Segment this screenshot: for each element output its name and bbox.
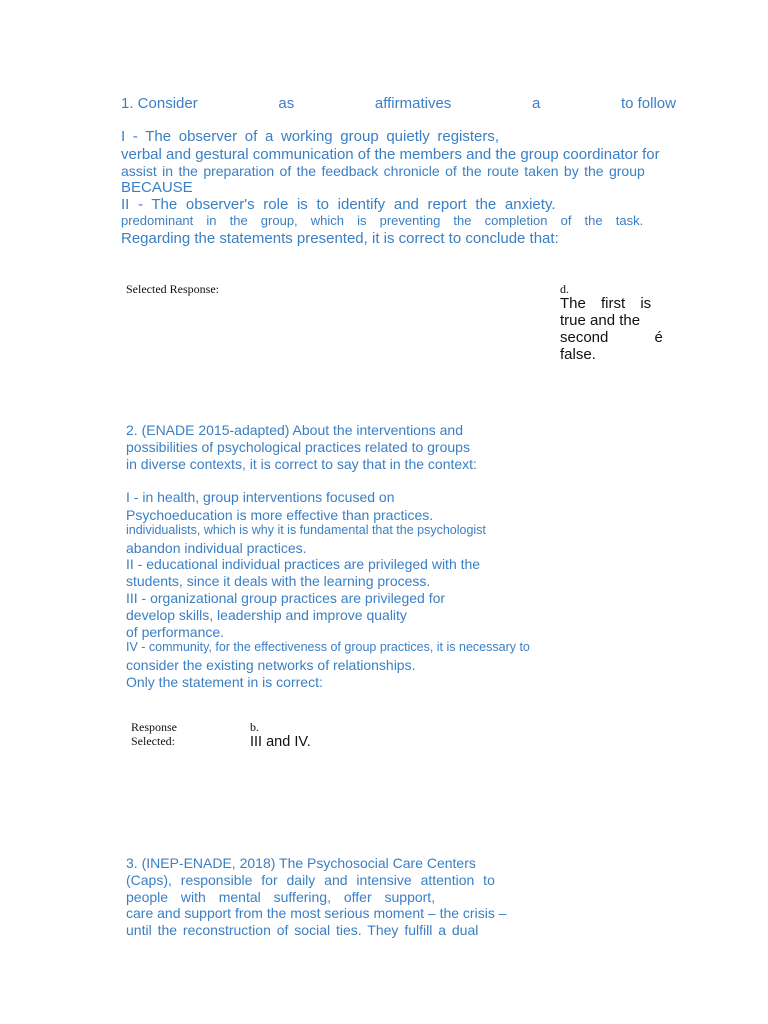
q2-response-label: Response bbox=[131, 720, 177, 734]
q1-statement-line: I - The observer of a working group quietly registers, bbox=[121, 128, 500, 145]
q2-text-line: Only the statement in is correct: bbox=[126, 674, 323, 690]
q1-answer-letter: d. bbox=[560, 282, 569, 296]
q3-text-line: until the reconstruction of social ties. They fulfill a dual bbox=[126, 922, 479, 938]
q3-text-line: care and support from the most serious moment – the crisis – bbox=[126, 905, 507, 921]
q2-text-line: II - educational individual practices are privileged with the bbox=[126, 556, 481, 572]
q1-heading-word: affirmatives bbox=[374, 95, 452, 112]
q2-text-line: develop skills, leadership and improve quality bbox=[126, 607, 407, 623]
q2-text-line: 2. (ENADE 2015-adapted) About the interventions and bbox=[126, 422, 463, 438]
q2-answer-letter: b. bbox=[250, 720, 259, 734]
q1-statement-line: II - The observer's role is to identify and report the anxiety. bbox=[121, 196, 556, 213]
q2-text-line: I - in health, group interventions focused on bbox=[126, 489, 395, 505]
q1-statement-line: Regarding the statements presented, it is correct to conclude that: bbox=[121, 230, 559, 247]
q3-text-line: 3. (INEP-ENADE, 2018) The Psychosocial Care Centers bbox=[126, 855, 476, 871]
q2-text-line: III - organizational group practices are privileged for bbox=[126, 590, 446, 606]
q1-heading-word: to follow bbox=[620, 95, 676, 112]
q2-text-line: possibilities of psychological practices related to groups bbox=[126, 439, 470, 455]
q2-text-line: IV - community, for the effectiveness of group practices, it is necessary to bbox=[126, 640, 530, 654]
q2-text-line: Psychoeducation is more effective than practices. bbox=[126, 507, 434, 523]
q1-heading-word: a bbox=[531, 95, 541, 112]
q2-text-line: consider the existing networks of relationships. bbox=[126, 657, 416, 673]
q3-text-line: people with mental suffering, offer support, bbox=[126, 889, 436, 905]
q2-text-line: individualists, which is why it is fundamental that the psychologist bbox=[126, 523, 486, 537]
q1-statement-line: predominant in the group, which is preventing the completion of the task. bbox=[121, 213, 644, 228]
q1-statement-line: assist in the preparation of the feedback chronicle of the route taken by the group bbox=[121, 163, 645, 179]
q2-answer-text: III and IV. bbox=[250, 734, 311, 750]
q1-statement-line: verbal and gestural communication of the members and the group coordinator for bbox=[121, 146, 660, 163]
q2-selected-label: Selected: bbox=[131, 734, 175, 748]
q1-answer-line: second é bbox=[560, 329, 663, 346]
q1-heading-word: 1. Consider bbox=[121, 95, 198, 112]
q1-selected-response-label: Selected Response: bbox=[126, 282, 219, 296]
q1-answer-line: true and the bbox=[560, 312, 641, 329]
q1-statement-line: BECAUSE bbox=[121, 179, 193, 196]
q1-heading-word: as bbox=[278, 95, 295, 112]
q2-text-line: of performance. bbox=[126, 624, 225, 640]
q1-answer-line: false. bbox=[560, 346, 596, 363]
q2-text-line: students, since it deals with the learning process. bbox=[126, 573, 431, 589]
q3-text-line: (Caps), responsible for daily and intensive attention to bbox=[126, 872, 495, 888]
q1-heading bbox=[121, 96, 676, 111]
q2-text-line: in diverse contexts, it is correct to say that in the context: bbox=[126, 456, 477, 472]
q1-answer-line: The first is bbox=[560, 295, 652, 312]
q2-text-line: abandon individual practices. bbox=[126, 540, 307, 556]
